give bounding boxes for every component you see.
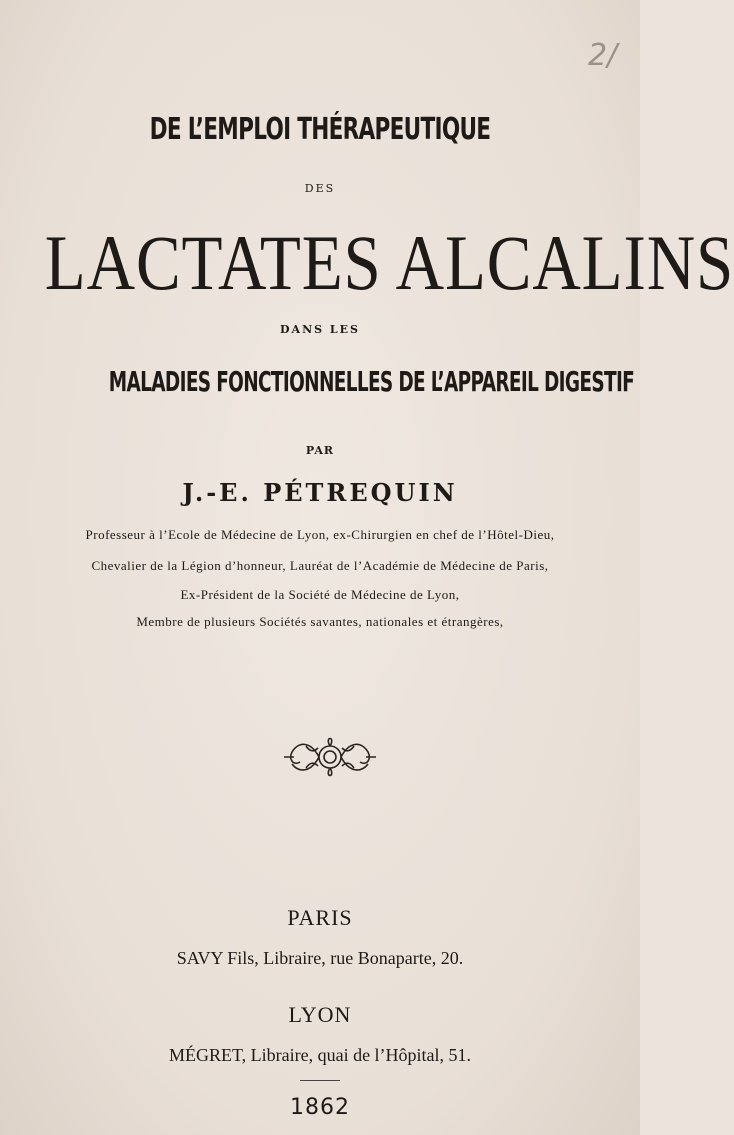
divider (300, 1080, 340, 1081)
main-title: LACTATES ALCALINS (44, 219, 734, 306)
page-number: 2/ (588, 38, 618, 73)
publication-year: 1862 (290, 1095, 350, 1120)
publisher-city-paris: PARIS (287, 905, 353, 930)
publisher-city-lyon: LYON (288, 1002, 352, 1027)
title-line-2: DES (304, 182, 336, 195)
credential-line: Professeur à l’Ecole de Médecine de Lyon, ex-Chirurgien en chef de l’Hôtel-Dieu, (85, 527, 555, 542)
publisher-line-lyon: MÉGRET, Libraire, quai de l’Hôpital, 51. (168, 1045, 472, 1065)
credential-line: Chevalier de la Légion d’honneur, Lauréat de l’Académie de Médecine de Paris, (91, 558, 549, 573)
ornamental-flourish-icon (280, 730, 380, 785)
by-label: PAR (305, 444, 335, 457)
title-line-5: MALADIES FONCTIONNELLES DE L’APPAREIL DIGESTIF (108, 365, 635, 398)
title-line-4: DANS LES (280, 323, 360, 336)
credential-line: Ex-Président de la Société de Médecine de Lyon, (180, 587, 460, 602)
publisher-line-paris: SAVY Fils, Libraire, rue Bonaparte, 20. (176, 948, 464, 968)
author-name: J.-E. PÉTREQUIN (182, 478, 458, 507)
title-line-1: DE L’EMPLOI THÉRAPEUTIQUE (149, 112, 491, 147)
credential-line: Membre de plusieurs Sociétés savantes, nationales et étrangères, (136, 614, 504, 629)
